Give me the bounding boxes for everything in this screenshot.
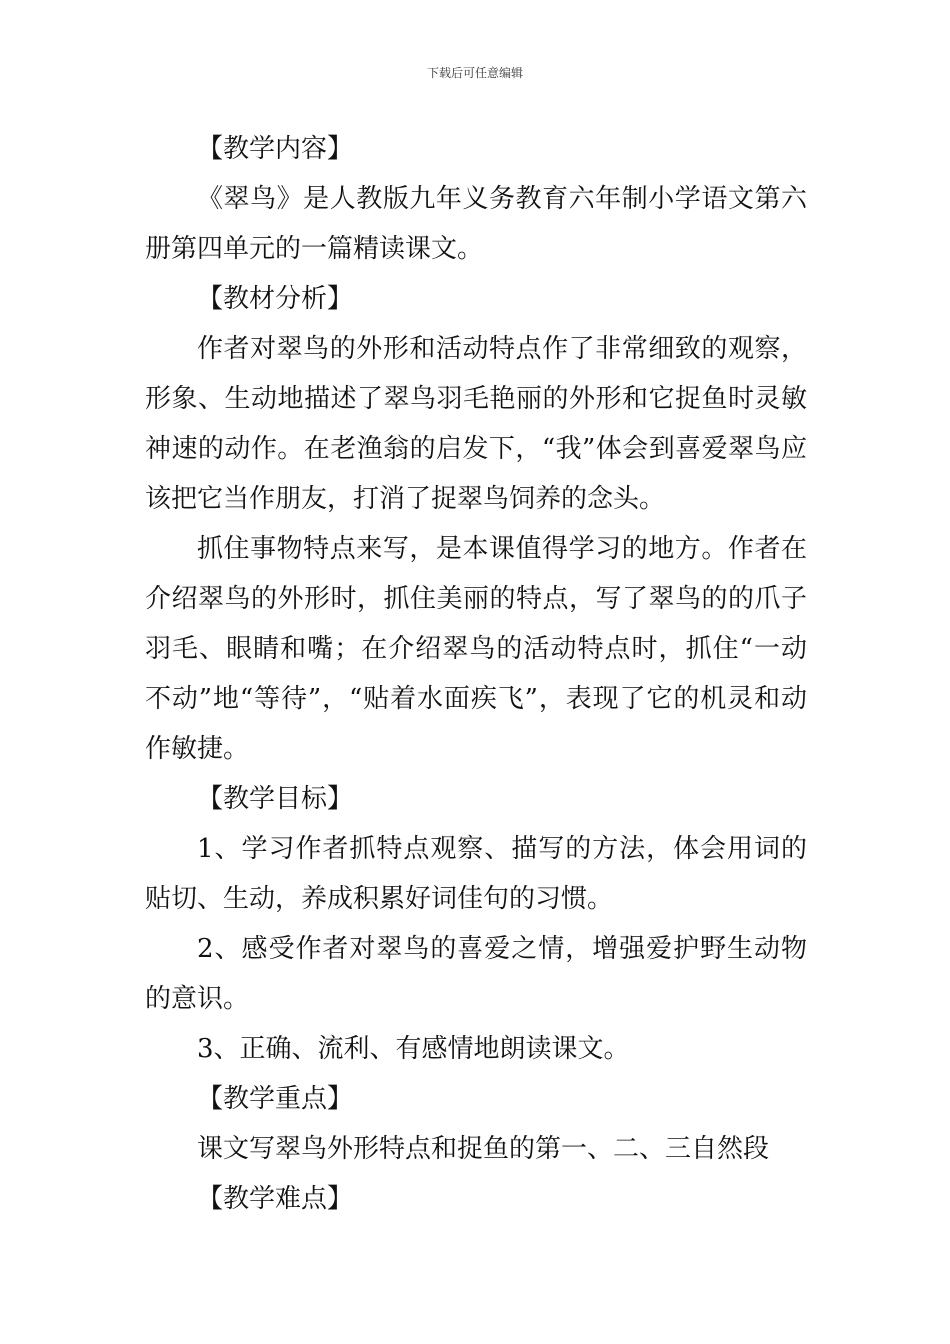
goal-item-3: 3、正确、流利、有感情地朗读课文。 [197, 1034, 630, 1064]
content-paragraph: 《翠鸟》是人教版九年义务教育六年制小学语文第六册第四单元的一篇精读课文。 [145, 184, 807, 264]
document-body [145, 124, 807, 1224]
key-points-text: 课文写翠鸟外形特点和捉鱼的第一、二、三自然段 [197, 1134, 770, 1164]
goal-item-1: 1、学习作者抓特点观察、描写的方法，体会用词的贴切、生动，养成积累好词佳句的习惯。 [145, 834, 807, 914]
section-heading-content: 【教学内容】 [197, 134, 354, 164]
page-header: 下载后可任意编辑 [426, 66, 523, 80]
section-heading-analysis: 【教材分析】 [197, 284, 354, 314]
goal-item-2: 2、感受作者对翠鸟的喜爱之情，增强爱护野生动物的意识。 [145, 934, 807, 1014]
section-heading-difficulties: 【教学难点】 [197, 1184, 354, 1214]
analysis-paragraph-2: 抓住事物特点来写，是本课值得学习的地方。作者在介绍翠鸟的外形时，抓住美丽的特点，写了翠鸟的的爪子羽毛、眼睛和嘴；在介绍翠鸟的活动特点时，抓住“一动不动”地“等待”，“贴着水面疾飞”，表现了它的机灵和动作敏捷。 [145, 534, 807, 764]
section-heading-key-points: 【教学重点】 [197, 1084, 354, 1114]
section-heading-goals: 【教学目标】 [197, 784, 354, 814]
analysis-paragraph-1: 作者对翠鸟的外形和活动特点作了非常细致的观察，形象、生动地描述了翠鸟羽毛艳丽的外形和它捉鱼时灵敏神速的动作。在老渔翁的启发下，“我”体会到喜爱翠鸟应该把它当作朋友，打消了捉翠鸟饲养的念头。 [145, 334, 807, 514]
